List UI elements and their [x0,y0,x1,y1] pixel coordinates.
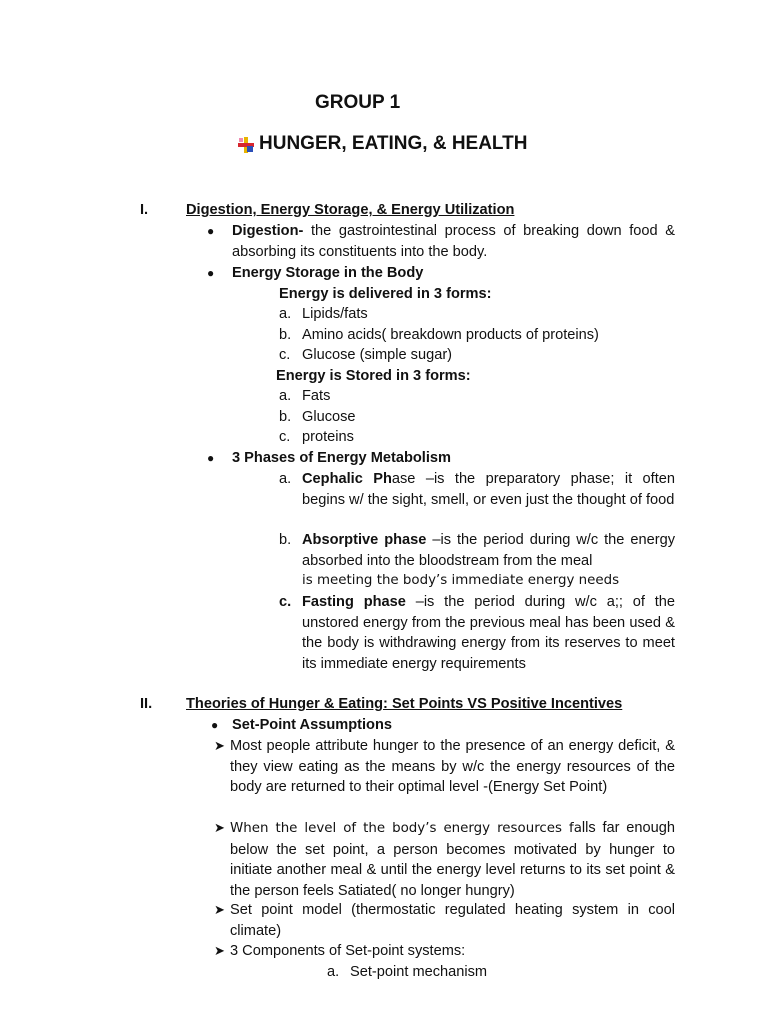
section-numeral: I. [140,202,149,218]
document-title: HUNGER, EATING, & HEALTH [259,133,528,154]
list-marker: b. [279,409,292,425]
list-marker: a. [279,471,292,487]
list-item [230,818,675,901]
term-rest: ase [391,471,416,487]
list-item: Lipids/fats [302,306,368,322]
list-marker: a. [279,388,292,404]
item-text: lls far enough below the set point, a person becomes motivated by hunger to initiate another meal & until the energy level returns to its set point & the person feels Satiated( no longer hungry) [230,820,675,899]
list-marker: c. [279,347,291,363]
bullet-icon: ● [207,224,215,238]
digestion-definition [232,221,675,262]
phase-text-continued: is meeting the body’s immediate energy needs [302,573,620,588]
term: Digestion- [232,223,304,239]
list-item: Set-point mechanism [350,964,488,980]
arrow-bullet-icon: ➤ [214,738,225,753]
phase-fasting [302,592,675,674]
term: Fasting phase [302,594,406,610]
list-marker: a. [327,964,340,980]
list-marker: b. [279,327,292,343]
subsection-heading: 3 Phases of Energy Metabolism [232,450,451,466]
section-numeral: II. [140,696,153,712]
definition-text: the gastrointestinal process of breaking down food & absorbing its constituents into the body. [232,223,675,260]
section-heading: Theories of Hunger & Eating: Set Points VS Positive Incentives [186,696,623,712]
term: Absorptive phase [302,532,427,548]
arrow-bullet-icon: ➤ [214,902,225,917]
group-title: GROUP 1 [315,92,401,113]
phase-cephalic [302,469,675,510]
term: Cephalic Ph [302,471,392,487]
subsection-heading: Energy Storage in the Body [232,265,424,281]
section-heading: Digestion, Energy Storage, & Energy Utilization [186,202,515,218]
bullet-icon: ● [211,718,219,732]
list-item: Fats [302,388,331,404]
list-item: Amino acids( breakdown products of proteins) [302,327,599,343]
list-marker: b. [279,532,292,548]
phase-text: –is the preparatory phase; it often begins w/ the sight, smell, or even just the thought of food [302,471,675,508]
phase-text: –is the period during w/c a;; of the unstored energy from the previous meal has been used & the body is withdrawing energy from its reserves to meet its immediate energy requirements [302,594,676,672]
phase-text: –is the period during w/c the energy absorbed into the bloodstream from the meal [302,532,675,569]
bullet-icon: ● [207,451,215,465]
list-marker: a. [279,306,292,322]
list-heading: Energy is Stored in 3 forms: [276,368,471,384]
phase-absorptive [302,530,675,571]
list-item: Set point model (thermostatic regulated heating system in cool climate) [230,902,675,939]
list-item: Glucose (simple sugar) [302,347,453,363]
list-item: Most people attribute hunger to the presence of an energy deficit, & they view eating as the means by w/c the energy resources of the body are returned to their optimal level -(Energy Set Point) [230,738,675,795]
subsection-heading: Set-Point Assumptions [232,717,392,733]
clipart-logo-icon [236,135,256,155]
item-text-alt: When the level of the body’s energy resources fa [230,821,582,836]
list-heading: Energy is delivered in 3 forms: [279,286,492,302]
bullet-icon: ● [207,266,215,280]
list-marker: c. [279,594,292,610]
list-item: proteins [302,429,354,445]
list-marker: c. [279,429,291,445]
arrow-bullet-icon: ➤ [214,820,225,835]
arrow-bullet-icon: ➤ [214,943,225,958]
list-item: Glucose [302,409,356,425]
list-item: 3 Components of Set-point systems: [230,943,466,959]
